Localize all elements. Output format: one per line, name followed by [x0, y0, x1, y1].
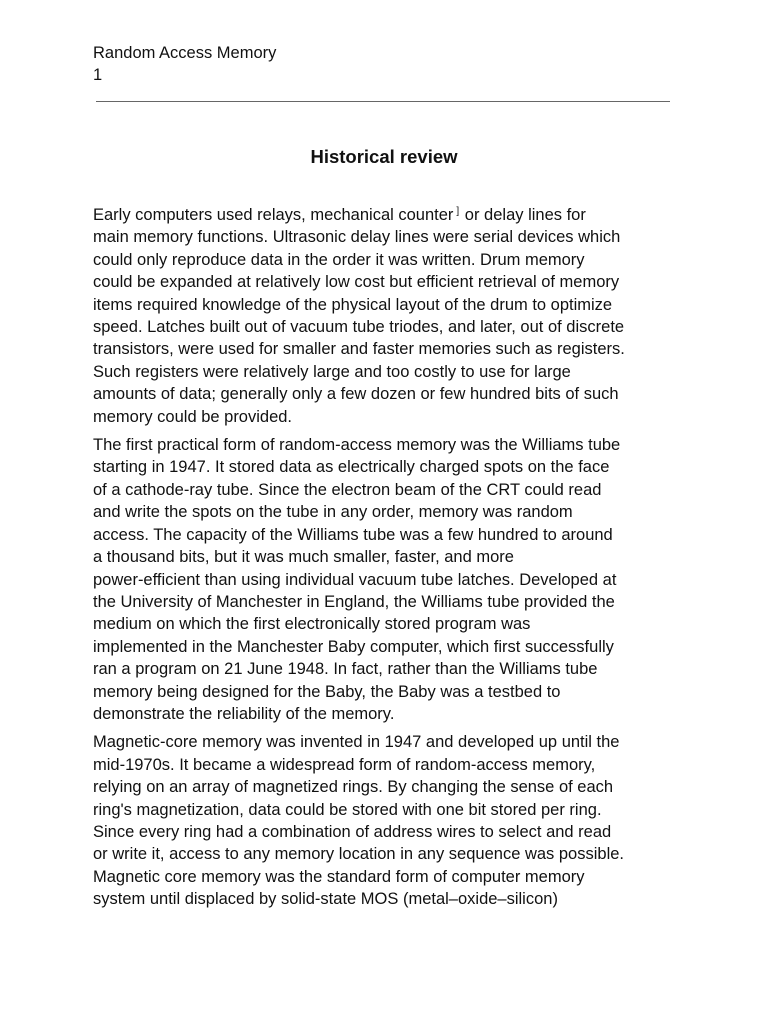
paragraph-line: amounts of data; generally only a few dozen or few hundred bits of such — [93, 385, 619, 404]
paragraph-line: items required knowledge of the physical layout of the drum to optimize — [93, 295, 613, 314]
paragraph-line: memory being designed for the Baby, the Baby was a testbed to — [93, 682, 561, 701]
running-header-title: Random Access Memory — [93, 44, 277, 62]
paragraph-line: demonstrate the reliability of the memory. — [93, 704, 395, 723]
paragraph-line: transistors, were used for smaller and faster memories such as registers. — [93, 340, 625, 359]
paragraph-line: access. The capacity of the Williams tube was a few hundred to around — [93, 525, 613, 544]
paragraph-line: Since every ring had a combination of address wires to select and read — [93, 822, 612, 841]
paragraph-line: or write it, access to any memory location in any sequence was possible. — [93, 845, 624, 864]
paragraph-line-text: Early computers used relays, mechanical counter — [93, 206, 454, 224]
paragraph-line: Such registers were relatively large and too costly to use for large — [93, 362, 571, 381]
header-divider — [96, 101, 670, 102]
paragraph-line-text: or delay lines for — [464, 206, 586, 224]
paragraph-line: speed. Latches built out of vacuum tube triodes, and later, out of discrete — [93, 318, 625, 337]
paragraph-line: Magnetic-core memory was invented in 1947 and developed up until the — [93, 733, 620, 752]
paragraph-line: The first practical form of random-access memory was the Williams tube — [93, 436, 621, 455]
page-number: 1 — [93, 66, 103, 84]
paragraph-line: memory could be provided. — [93, 407, 293, 426]
paragraph-line: mid-1970s. It became a widespread form of random-access memory, — [93, 755, 596, 774]
paragraph-line — [93, 204, 683, 226]
section-title: Historical review — [310, 146, 458, 167]
body-text — [93, 204, 683, 917]
paragraph-line: Magnetic core memory was the standard form of computer memory — [93, 867, 585, 886]
paragraph-magnetic-core — [93, 731, 683, 910]
paragraph-line: main memory functions. Ultrasonic delay lines were serial devices which — [93, 228, 621, 247]
paragraph-line: medium on which the first electronically stored program was — [93, 615, 531, 634]
paragraph-line: of a cathode-ray tube. Since the electron beam of the CRT could read — [93, 480, 602, 499]
paragraph-line: ring's magnetization, data could be stored with one bit stored per ring. — [93, 800, 602, 819]
paragraph-line: a thousand bits, but it was much smaller, faster, and more — [93, 548, 514, 567]
footnote-marker[interactable]: ] — [456, 206, 460, 217]
paragraph-line: and write the spots on the tube in any order, memory was random — [93, 503, 573, 522]
paragraph-line: starting in 1947. It stored data as electrically charged spots on the face — [93, 458, 610, 477]
paragraph-williams-tube — [93, 434, 683, 725]
paragraph-line: the University of Manchester in England, the Williams tube provided the — [93, 592, 615, 611]
paragraph-line: power-efficient than using individual vacuum tube latches. Developed at — [93, 570, 617, 589]
running-header — [93, 42, 276, 86]
paragraph-line: system until displaced by solid-state MOS (metal–oxide–silicon) — [93, 890, 558, 909]
paragraph-line: could be expanded at relatively low cost but efficient retrieval of memory — [93, 273, 620, 292]
paragraph-line: relying on an array of magnetized rings. By changing the sense of each — [93, 778, 614, 797]
paragraph-early-computers — [93, 204, 683, 428]
paragraph-line: ran a program on 21 June 1948. In fact, rather than the Williams tube — [93, 660, 598, 679]
paragraph-line: could only reproduce data in the order it was written. Drum memory — [93, 250, 585, 269]
paragraph-line: implemented in the Manchester Baby computer, which first successfully — [93, 637, 614, 656]
